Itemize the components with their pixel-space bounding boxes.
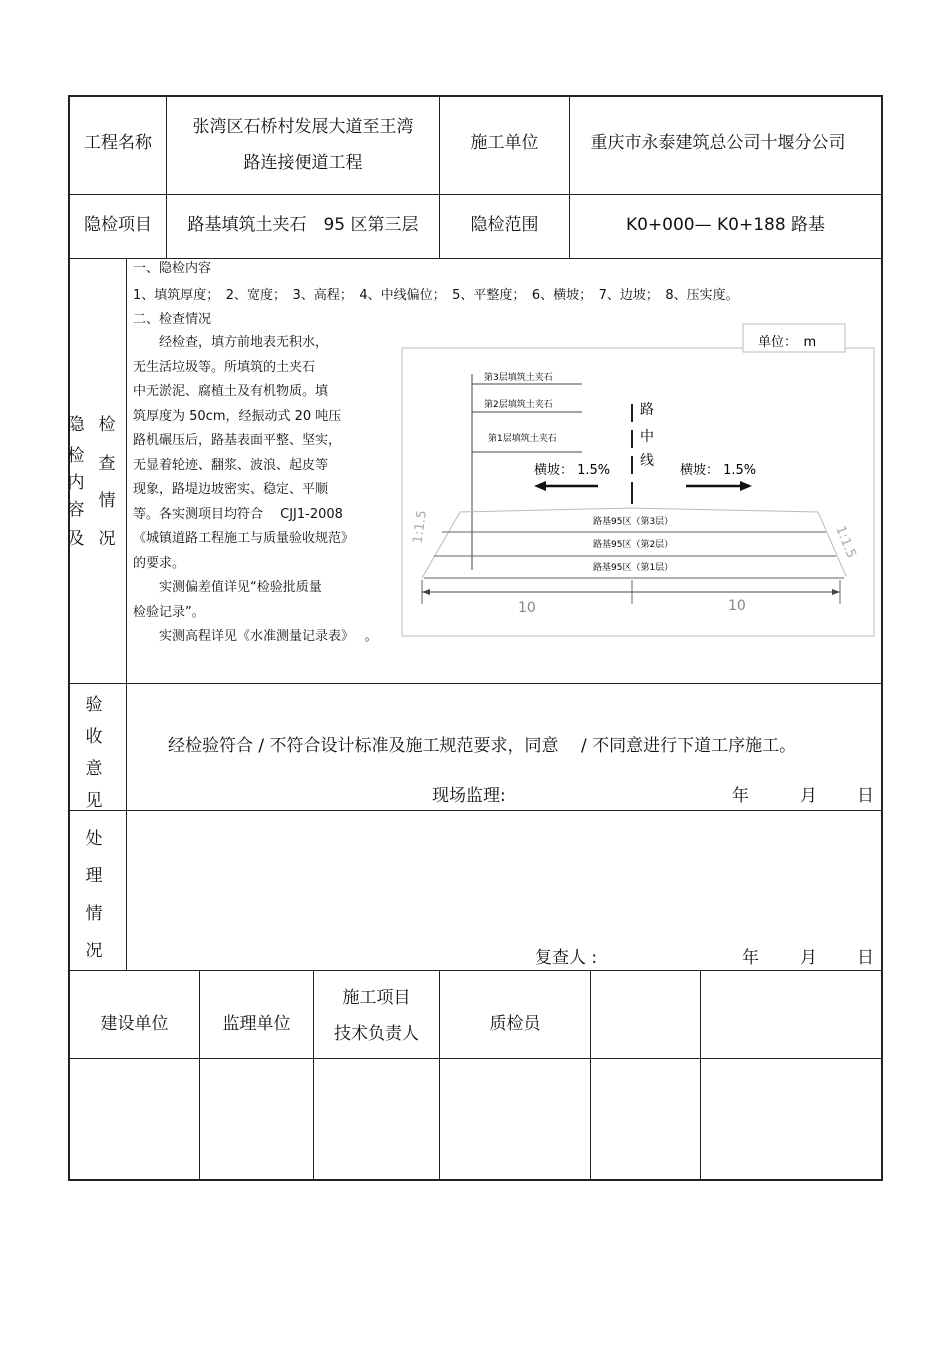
body-line: 中无淤泥、腐植土及有机物质。填 (133, 384, 329, 399)
side-char: 处 (85, 829, 103, 849)
side-char: 况 (98, 529, 116, 549)
handling-day: 日 (857, 948, 874, 968)
unit-label: 单位： m (758, 335, 817, 350)
slope-right-arrowhead (740, 481, 752, 491)
item-label: 隐检项目 (84, 215, 152, 235)
side-char: 内 (67, 473, 85, 493)
acceptance-year: 年 (732, 786, 749, 806)
acceptance-day: 日 (857, 786, 874, 806)
side-char: 查 (98, 454, 116, 474)
body-line: 实测偏差值详见“检验批质量 (133, 580, 322, 595)
side-char: 收 (85, 727, 103, 747)
handling-year: 年 (742, 948, 759, 968)
side-char: 况 (85, 941, 103, 961)
body-line: 的要求。 (133, 555, 186, 571)
reviewer-label: 复查人 : (535, 948, 598, 968)
body-line: 现象，路堤边坡密实、稳定、平顺 (133, 482, 329, 497)
inspection-body (133, 331, 393, 650)
side-slope-right-label: 1:1.5 (832, 523, 859, 561)
diagram-frame (402, 348, 874, 636)
construction-unit-label: 建设单位 (100, 1014, 169, 1034)
side-char: 意 (85, 759, 103, 779)
body-line: 《城镇道路工程施工与质量验收规范》 (133, 531, 355, 546)
road-cross-section-diagram (398, 322, 878, 640)
quality-inspector-label: 质检员 (489, 1014, 541, 1034)
project-name-label: 工程名称 (84, 133, 152, 153)
scope-label: 隐检范围 (470, 215, 539, 235)
body-line: 经检查，填方前地表无积水， (133, 335, 329, 350)
width-left-label: 10 (518, 600, 536, 616)
section2-title: 二、检查情况 (133, 312, 212, 327)
side-char: 情 (85, 904, 103, 924)
body-line: 无显着轮迹、翻浆、波浪、起皮等 (133, 457, 329, 473)
supervision-unit-label: 监理单位 (222, 1014, 291, 1034)
side-char: 检 (98, 415, 116, 435)
side-slope-left-label: 1:1.5 (410, 509, 431, 545)
side-char: 检 (67, 446, 85, 466)
contractor-label: 施工单位 (470, 133, 539, 153)
project-name-line1: 张湾区石桥村发展大道至王湾 (192, 117, 414, 137)
side-char: 见 (85, 791, 103, 811)
body-line: 检验记录”。 (133, 604, 205, 620)
dim-arrowhead (832, 589, 840, 595)
section1-items: 1、填筑厚度； 2、宽度； 3、高程； 4、中线偏位； 5、平整度； 6、横坡； 7、边坡； 8、压实度。 (133, 288, 739, 303)
slope-left-label: 横坡： 1.5% (534, 463, 611, 478)
side-char: 容 (67, 500, 85, 520)
fill-layer-2-label: 第2层填筑土夹石 (484, 400, 553, 410)
acceptance-opinion: 经检验符合 / 不符合设计标准及施工规范要求，同意 / 不同意进行下道工序施工。 (168, 736, 797, 756)
centerline-char: 线 (640, 453, 654, 469)
side-char: 情 (98, 491, 116, 511)
acceptance-month: 月 (800, 786, 817, 806)
width-right-label: 10 (728, 598, 746, 614)
subgrade-2-label: 路基95区（第2层） (593, 540, 674, 550)
tech-lead-label-line1: 施工项目 (342, 988, 411, 1008)
side-char: 理 (85, 866, 103, 886)
slope-left-arrowhead (534, 481, 546, 491)
centerline-char: 路 (640, 402, 654, 418)
slope-right-label: 横坡： 1.5% (680, 463, 757, 478)
fill-layer-3-label: 第3层填筑土夹石 (484, 373, 553, 383)
side-char: 隐 (67, 415, 85, 435)
body-line: 无生活垃圾等。所填筑的土夹石 (133, 359, 316, 375)
supervisor-label: 现场监理: (432, 786, 506, 806)
handling-month: 月 (800, 948, 817, 968)
project-name-line2: 路连接便道工程 (243, 153, 363, 173)
fill-layer-1-label: 第1层填筑土夹石 (488, 434, 557, 444)
centerline-char: 中 (640, 429, 654, 445)
scope-value: K0+000— K0+188 路基 (625, 215, 826, 235)
section1-title: 一、隐检内容 (133, 261, 212, 276)
subgrade-3-label: 路基95区（第3层） (593, 517, 674, 527)
subgrade-1-label: 路基95区（第1层） (593, 563, 674, 573)
dim-arrowhead (422, 589, 430, 595)
side-char: 验 (85, 695, 103, 715)
body-line: 路机碾压后，路基表面平整、坚实， (133, 433, 342, 448)
tech-lead-label-line2: 技术负责人 (334, 1024, 419, 1044)
body-line: 等。各实测项目均符合 CJJ1-2008 (133, 506, 343, 522)
body-line: 实测高程详见《水准测量记录表》 。 (133, 629, 378, 644)
item-value: 路基填筑土夹石 95 区第三层 (187, 215, 419, 235)
side-char: 及 (67, 529, 85, 549)
body-line: 筑厚度为 50cm，经振动式 20 吨压 (133, 408, 342, 424)
contractor-value: 重庆市永泰建筑总公司十堰分公司 (590, 133, 846, 153)
